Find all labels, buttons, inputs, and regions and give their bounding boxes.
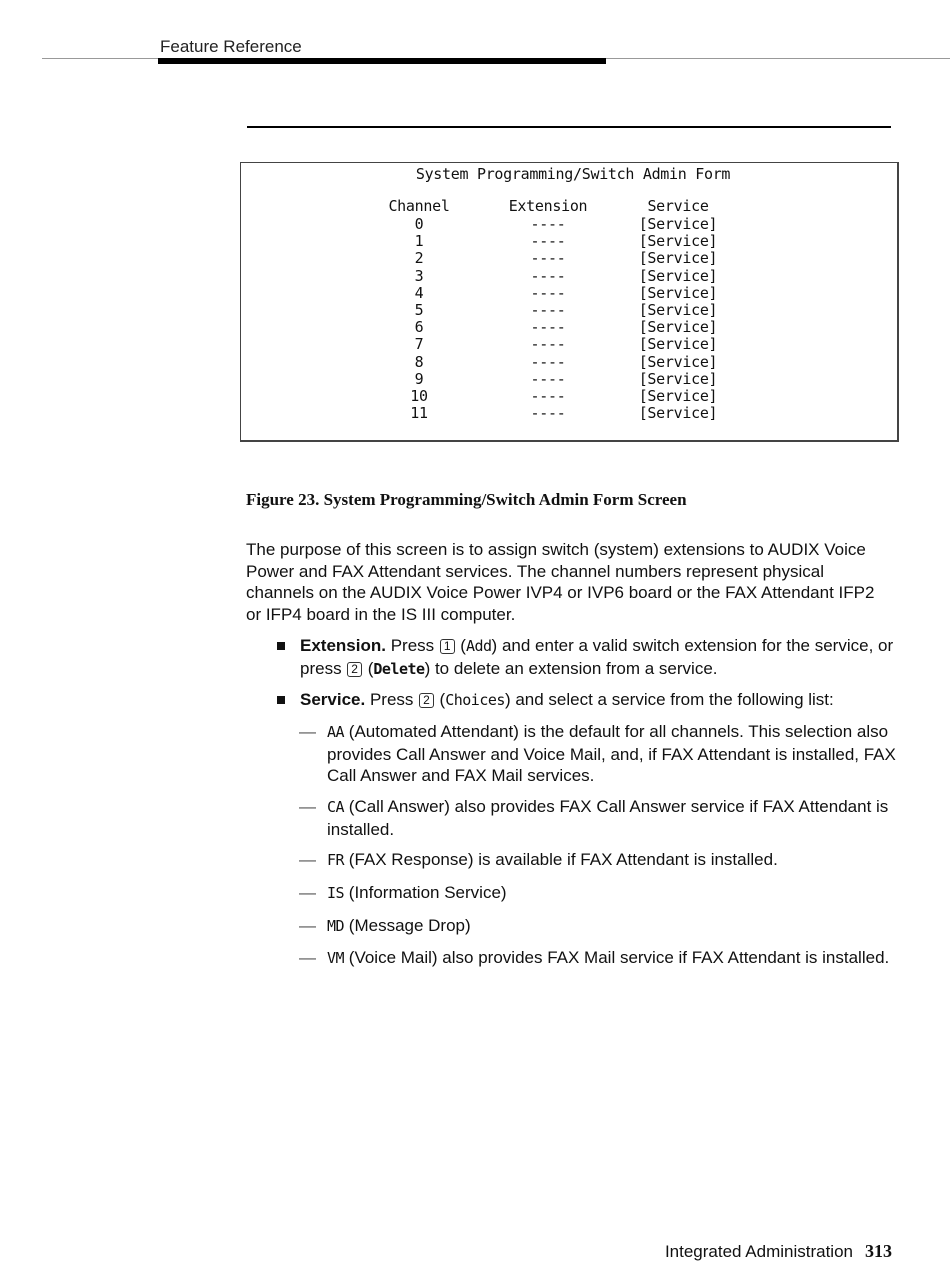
key-2: 2 [419, 693, 434, 708]
text: and select a service from the following list: [510, 690, 834, 709]
extension-cell[interactable]: ---- [530, 318, 566, 337]
channel-cell: 0 [414, 215, 424, 233]
command-delete: Delete [373, 659, 425, 678]
extension-cell[interactable]: ---- [530, 404, 566, 423]
form-row [241, 319, 897, 336]
service-cell[interactable]: [Service] [638, 387, 718, 405]
form-row [241, 268, 897, 285]
intro-paragraph: The purpose of this screen is to assign switch (system) extensions to AUDIX Voice Power and FAX Attendant services. The channel numbers represent physical channels on the AUDIX Voice Power IVP4 or IVP6 board or the FAX Attendant IFP2 or IFP4 board in the IS III computer. [246, 540, 875, 624]
form-row [241, 233, 897, 250]
form-row [241, 216, 897, 233]
channel-cell: 2 [414, 249, 424, 268]
column-service: Service [647, 197, 709, 215]
channel-cell: 4 [414, 283, 424, 302]
service-option-item [299, 915, 897, 938]
text: to delete an extension from a service. [430, 658, 718, 678]
form-row [241, 250, 897, 267]
service-cell[interactable]: [Service] [638, 301, 718, 319]
column-channel: Channel [388, 197, 450, 215]
form-row [241, 354, 897, 371]
service-description: (Information Service) [344, 883, 507, 902]
service-code: FR [327, 851, 345, 869]
form-header-row [241, 198, 897, 215]
channel-cell: 5 [414, 301, 424, 319]
switch-admin-form-screen [240, 162, 899, 442]
em-dash-icon: — [299, 916, 316, 935]
form-row [241, 371, 897, 388]
command-add: Add [465, 637, 492, 655]
key-1: 1 [440, 639, 455, 654]
extension-cell[interactable]: ---- [530, 369, 566, 388]
form-row [241, 405, 897, 422]
extension-cell[interactable]: ---- [530, 335, 566, 354]
bullet-service: Service. Press 2 (Choices) and select a service from the following list: [300, 689, 895, 712]
extension-cell[interactable]: ---- [530, 215, 566, 233]
section-rule [247, 126, 891, 128]
service-cell[interactable]: [Service] [638, 352, 718, 371]
channel-cell: 10 [410, 387, 428, 405]
header-bar [158, 58, 606, 64]
service-cell[interactable]: [Service] [638, 369, 718, 388]
extension-cell[interactable]: ---- [530, 249, 566, 268]
figure-caption: Figure 23. System Programming/Switch Admin Form Screen [246, 490, 687, 509]
service-description: (FAX Response) is available if FAX Attendant is installed. [344, 850, 778, 869]
channel-cell: 3 [414, 266, 424, 285]
em-dash-icon: — [299, 722, 316, 741]
running-header: Feature Reference [160, 37, 302, 56]
service-code: VM [327, 949, 345, 967]
extension-cell[interactable]: ---- [530, 232, 566, 251]
service-code: CA [327, 798, 345, 816]
extension-cell[interactable]: ---- [530, 352, 566, 371]
service-cell[interactable]: [Service] [638, 318, 718, 337]
service-option-item [299, 947, 897, 970]
text: Press [385, 636, 439, 655]
em-dash-icon: — [299, 797, 316, 816]
channel-cell: 1 [414, 232, 424, 251]
extension-cell[interactable]: ---- [530, 387, 566, 405]
bullet-square-icon [277, 642, 285, 650]
form-title: System Programming/Switch Admin Form [415, 165, 731, 183]
em-dash-icon: — [299, 883, 316, 902]
form-row [241, 336, 897, 353]
em-dash-icon: — [299, 948, 316, 967]
service-description: (Message Drop) [344, 916, 471, 935]
term: Extension. [300, 636, 386, 655]
footer-section: Integrated Administration [664, 1242, 853, 1261]
text: Press [365, 690, 419, 709]
form-row [241, 302, 897, 319]
service-cell[interactable]: [Service] [638, 266, 718, 285]
extension-cell[interactable]: ---- [530, 283, 566, 302]
bullet-square-icon [277, 696, 285, 704]
page-number: 313 [865, 1241, 892, 1261]
service-cell[interactable]: [Service] [638, 249, 718, 268]
service-code: AA [327, 723, 345, 741]
text: and enter a valid switch extension for the service, or press [300, 636, 894, 678]
channel-cell: 11 [410, 404, 428, 423]
service-option-item [299, 721, 897, 787]
channel-cell: 7 [414, 335, 424, 354]
service-option-item [299, 849, 897, 872]
service-cell[interactable]: [Service] [638, 215, 718, 233]
service-code: IS [327, 884, 345, 902]
form-row [241, 285, 897, 302]
service-option-item [299, 796, 897, 840]
extension-cell[interactable]: ---- [530, 266, 566, 285]
service-description: (Call Answer) also provides FAX Call Answer service if FAX Attendant is installed. [327, 797, 889, 839]
term: Service. [300, 690, 366, 709]
em-dash-icon: — [299, 850, 316, 869]
channel-cell: 9 [414, 369, 424, 388]
service-description: (Automated Attendant) is the default for all channels. This selection also provides Call Answer and Voice Mail, and, if FAX Attendant is installed, FAX Call Answer and FAX Mail services. [327, 722, 896, 786]
service-option-item [299, 882, 897, 905]
service-cell[interactable]: [Service] [638, 283, 718, 302]
channel-cell: 6 [414, 318, 424, 337]
extension-cell[interactable]: ---- [530, 301, 566, 319]
service-description: (Voice Mail) also provides FAX Mail service if FAX Attendant is installed. [344, 948, 890, 967]
column-extension: Extension [508, 197, 588, 215]
channel-cell: 8 [414, 352, 424, 371]
bullet-extension: Extension. Press 1 (Add) and enter a valid switch extension for the service, or press 2 (Delete) to delete an extension from a service. [300, 635, 895, 680]
service-cell[interactable]: [Service] [638, 232, 718, 251]
service-cell[interactable]: [Service] [638, 404, 718, 423]
page-footer [665, 1241, 892, 1262]
command-choices: Choices [445, 691, 505, 709]
service-code: MD [327, 917, 345, 935]
form-row [241, 388, 897, 405]
service-cell[interactable]: [Service] [638, 335, 718, 354]
key-2: 2 [347, 662, 362, 677]
